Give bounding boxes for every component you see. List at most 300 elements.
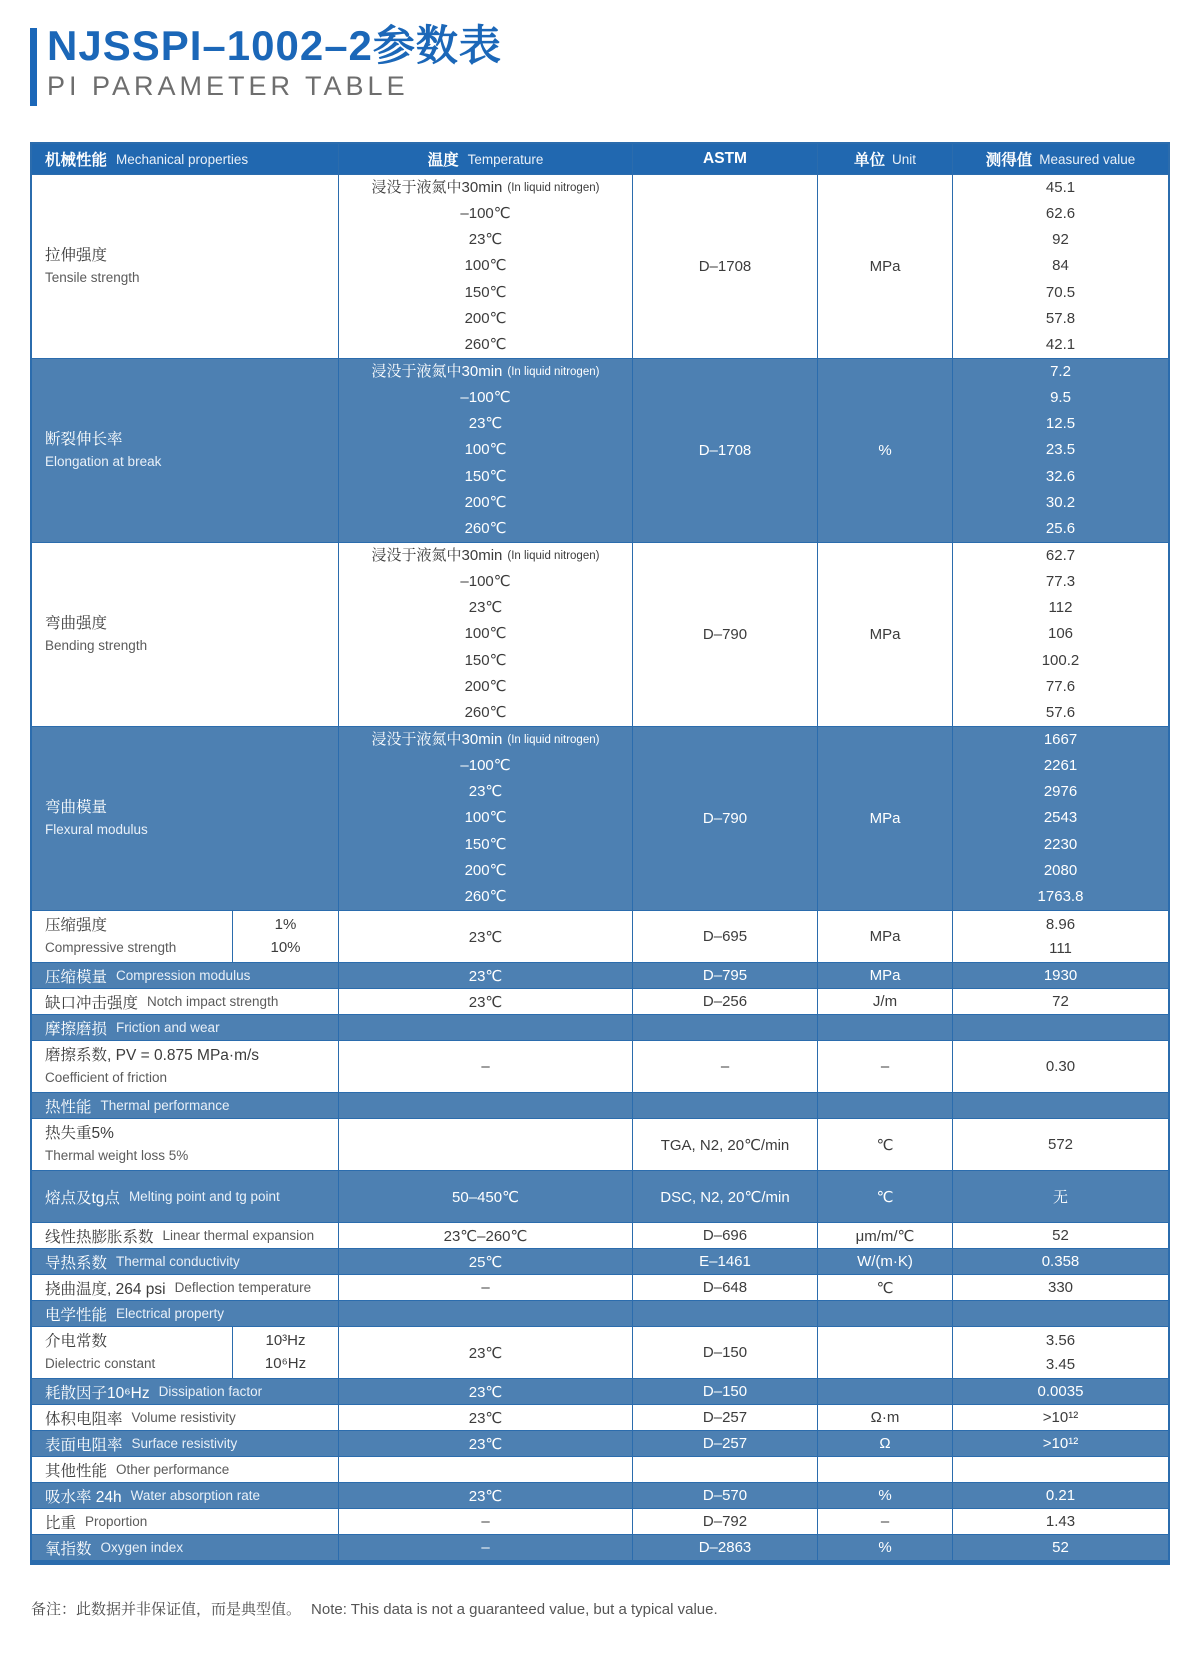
astm-value: D–1708 <box>698 258 752 275</box>
value-line: 77.3 <box>1045 572 1076 590</box>
table-row <box>32 1456 1168 1482</box>
property-label-en: Elongation at break <box>45 453 162 469</box>
temperature-cell <box>338 1327 632 1378</box>
astm-value: D–792 <box>702 1513 748 1530</box>
value-line: 2543 <box>1043 809 1078 827</box>
property-label-zh: 摩擦磨损 <box>45 1020 108 1038</box>
property-label-zh: 挠曲温度, 264 psi <box>45 1280 166 1298</box>
property-label-en: Notch impact strength <box>147 994 279 1009</box>
property-label-zh: 其他性能 <box>45 1462 108 1480</box>
unit-cell <box>817 1041 952 1092</box>
unit-value: % <box>878 1539 892 1556</box>
value-cell <box>952 1379 1168 1404</box>
property-cell <box>32 1301 338 1326</box>
table-row <box>32 1508 1168 1534</box>
temperature-cell <box>338 963 632 988</box>
astm-value: TGA, N2, 20℃/min <box>660 1136 790 1154</box>
property-label-en: Dielectric constant <box>45 1355 156 1371</box>
unit-cell <box>817 1405 952 1430</box>
temperature-cell <box>338 727 632 910</box>
astm-cell <box>632 1301 817 1326</box>
table-row <box>32 1014 1168 1040</box>
temperature-line: 260℃ <box>464 520 507 538</box>
value-line: 92 <box>1052 231 1069 249</box>
temperature-line: 150℃ <box>464 651 507 669</box>
table-row <box>32 174 1168 358</box>
property-cell <box>32 1041 338 1092</box>
value-line: 1667 <box>1043 730 1078 748</box>
temperature-value: 23℃ <box>468 928 503 946</box>
property-subcells <box>232 911 338 962</box>
header-property-en: Mechanical properties <box>116 151 249 167</box>
value-line: 100.2 <box>1041 651 1080 669</box>
property-label-en: Volume resistivity <box>131 1410 236 1425</box>
temperature-line: 260℃ <box>464 704 507 722</box>
value-line: 30.2 <box>1045 493 1076 511</box>
property-label-en: Electrical property <box>116 1306 225 1321</box>
astm-value: D–648 <box>702 1279 748 1296</box>
property-label-zh: 压缩模量 <box>45 968 108 986</box>
table-row <box>32 1274 1168 1300</box>
table-row <box>32 1092 1168 1118</box>
temperature-cell <box>338 1119 632 1170</box>
value-cell <box>952 727 1168 910</box>
value-line: 84 <box>1052 257 1069 275</box>
temperature-value: – <box>481 1058 490 1075</box>
temperature-line: 23℃ <box>468 783 503 801</box>
unit-cell <box>817 963 952 988</box>
temperature-line: 200℃ <box>464 493 507 511</box>
property-cell <box>32 911 338 962</box>
property-cell <box>32 1535 338 1560</box>
temperature-cell <box>338 1275 632 1300</box>
page-title: NJSSPI–1002–2参数表 <box>47 22 502 69</box>
temperature-value: 23℃ <box>468 1344 503 1362</box>
temperature-value: 23℃ <box>468 1487 503 1505</box>
header-property-zh: 机械性能 <box>45 152 108 169</box>
value-cell <box>952 1509 1168 1534</box>
unit-cell <box>817 1301 952 1326</box>
astm-cell <box>632 1535 817 1560</box>
property-label-en: Water absorption rate <box>130 1488 260 1503</box>
temperature-cell <box>338 1093 632 1118</box>
property-cell <box>32 1379 338 1404</box>
temperature-line: –100℃ <box>460 204 511 222</box>
temperature-line: –100℃ <box>460 572 511 590</box>
astm-cell <box>632 1405 817 1430</box>
unit-value: MPa <box>869 810 901 827</box>
unit-cell <box>817 1457 952 1482</box>
table-row <box>32 1170 1168 1222</box>
value-text: 330 <box>1047 1279 1074 1296</box>
value-text: 0.358 <box>1041 1253 1080 1270</box>
property-cell <box>32 1483 338 1508</box>
temperature-line: 100℃ <box>464 257 507 275</box>
property-label-en: Dissipation factor <box>158 1384 263 1399</box>
value-cell <box>952 1431 1168 1456</box>
unit-cell <box>817 1119 952 1170</box>
property-label-zh: 电学性能 <box>45 1306 108 1324</box>
value-line: 25.6 <box>1045 520 1076 538</box>
table-row <box>32 358 1168 542</box>
value-line: 3.56 <box>1045 1331 1076 1349</box>
astm-cell <box>632 175 817 358</box>
astm-value: D–257 <box>702 1409 748 1426</box>
value-text: >10¹² <box>1042 1435 1079 1452</box>
unit-cell <box>817 1093 952 1118</box>
temperature-condition: 浸没于液氮中30min <box>371 178 503 196</box>
astm-value: DSC, N2, 20℃/min <box>660 1188 790 1206</box>
property-label-en: Melting point and tg point <box>128 1189 280 1204</box>
unit-cell <box>817 1249 952 1274</box>
property-label-zh: 线性热膨胀系数 <box>45 1228 154 1246</box>
temperature-condition-note: (In liquid nitrogen) <box>507 549 600 562</box>
table-row <box>32 1248 1168 1274</box>
table-row <box>32 1482 1168 1508</box>
value-text: 52 <box>1052 1539 1069 1556</box>
temperature-cell <box>338 175 632 358</box>
value-line: 112 <box>1048 599 1073 617</box>
property-cell <box>32 1093 338 1118</box>
value-line: 23.5 <box>1045 441 1076 459</box>
unit-value: ℃ <box>876 1188 894 1206</box>
astm-value: D–790 <box>702 810 748 827</box>
sub-condition: 10% <box>270 938 301 956</box>
value-cell <box>952 175 1168 358</box>
page-subtitle: PI PARAMETER TABLE <box>47 71 409 102</box>
unit-cell <box>817 1275 952 1300</box>
temperature-line <box>372 175 600 201</box>
property-label-en: Thermal weight loss 5% <box>45 1147 189 1163</box>
unit-value: Ω <box>879 1435 891 1452</box>
astm-cell <box>632 1457 817 1482</box>
header-temperature-cell <box>338 144 632 174</box>
value-cell <box>952 1171 1168 1222</box>
property-label-en: Tensile strength <box>45 269 140 285</box>
value-cell <box>952 1405 1168 1430</box>
unit-value: – <box>880 1058 890 1075</box>
astm-cell <box>632 989 817 1014</box>
value-cell <box>952 359 1168 542</box>
astm-cell <box>632 1041 817 1092</box>
sub-condition: 10³Hz <box>265 1332 306 1350</box>
temperature-condition: 浸没于液氮中30min <box>371 546 503 564</box>
footnote-zh: 备注：此数据并非保证值，而是典型值。 <box>31 1601 302 1618</box>
value-text: 52 <box>1052 1227 1069 1244</box>
temperature-value: 23℃ <box>468 1435 503 1453</box>
temperature-cell <box>338 1379 632 1404</box>
astm-value: E–1461 <box>699 1253 751 1270</box>
value-text: 0.0035 <box>1037 1383 1084 1400</box>
temperature-value: – <box>481 1279 490 1296</box>
value-line: 2080 <box>1043 861 1078 879</box>
property-label-zh: 断裂伸长率 <box>45 431 123 449</box>
unit-cell <box>817 1223 952 1248</box>
sub-condition: 1% <box>274 916 297 934</box>
astm-value: D–1708 <box>698 442 752 459</box>
value-line: 32.6 <box>1045 467 1076 485</box>
unit-value: W/(m·K) <box>857 1253 913 1270</box>
temperature-condition-note: (In liquid nitrogen) <box>507 733 600 746</box>
temperature-value: – <box>481 1513 490 1530</box>
unit-cell <box>817 911 952 962</box>
table-row <box>32 1118 1168 1170</box>
unit-cell <box>817 1483 952 1508</box>
value-line: 2976 <box>1043 783 1078 801</box>
value-line: 2230 <box>1043 835 1078 853</box>
property-label <box>32 911 232 962</box>
unit-value: – <box>880 1513 890 1530</box>
table-row <box>32 1404 1168 1430</box>
temperature-cell <box>338 1223 632 1248</box>
property-label-en: Compressive strength <box>45 939 177 955</box>
astm-value: D–696 <box>702 1227 748 1244</box>
property-label-zh: 比重 <box>45 1514 77 1532</box>
unit-cell <box>817 1535 952 1560</box>
property-label-en: Oxygen index <box>100 1540 184 1555</box>
value-cell <box>952 1249 1168 1274</box>
property-cell <box>32 1015 338 1040</box>
astm-value: D–790 <box>702 626 748 643</box>
unit-cell <box>817 1015 952 1040</box>
sub-condition: 10⁶Hz <box>264 1354 307 1372</box>
unit-value: MPa <box>869 258 901 275</box>
astm-value: D–570 <box>702 1487 748 1504</box>
table-row <box>32 726 1168 910</box>
temperature-cell <box>338 1041 632 1092</box>
property-label-en: Deflection temperature <box>174 1280 312 1295</box>
property-label-en: Compression modulus <box>116 968 251 983</box>
property-cell <box>32 175 338 358</box>
property-label-en: Linear thermal expansion <box>162 1228 315 1243</box>
temperature-value: 23℃ <box>468 1409 503 1427</box>
temperature-value: – <box>481 1539 490 1556</box>
temperature-condition: 浸没于液氮中30min <box>371 730 503 748</box>
value-line: 62.7 <box>1045 546 1076 564</box>
property-cell <box>32 1171 338 1222</box>
temperature-cell <box>338 1483 632 1508</box>
value-cell <box>952 1119 1168 1170</box>
value-text: 0.30 <box>1045 1058 1076 1075</box>
page-title-block <box>30 22 502 102</box>
property-label-zh: 缺口冲击强度 <box>45 994 139 1012</box>
property-cell <box>32 1327 338 1378</box>
temperature-line: 23℃ <box>468 415 503 433</box>
value-cell <box>952 1535 1168 1560</box>
astm-cell <box>632 1093 817 1118</box>
astm-cell <box>632 1223 817 1248</box>
property-label-zh: 体积电阻率 <box>45 1410 123 1428</box>
temperature-cell <box>338 1457 632 1482</box>
temperature-cell <box>338 1015 632 1040</box>
table-row <box>32 962 1168 988</box>
temperature-value: 23℃ <box>468 967 503 985</box>
temperature-cell <box>338 359 632 542</box>
property-label-zh: 表面电阻率 <box>45 1436 123 1454</box>
value-cell <box>952 1301 1168 1326</box>
astm-value: – <box>720 1058 730 1075</box>
property-label-zh: 导热系数 <box>45 1254 108 1272</box>
property-label-zh: 弯曲模量 <box>45 799 108 817</box>
value-text: 1.43 <box>1045 1513 1076 1530</box>
temperature-value: 23℃–260℃ <box>443 1227 528 1245</box>
header-value-cell <box>952 144 1168 174</box>
header-unit-en: Unit <box>892 151 917 167</box>
temperature-condition-note: (In liquid nitrogen) <box>507 181 600 194</box>
temperature-cell <box>338 911 632 962</box>
property-cell <box>32 1275 338 1300</box>
value-cell <box>952 963 1168 988</box>
property-label-zh: 热性能 <box>45 1098 92 1116</box>
astm-cell <box>632 1431 817 1456</box>
temperature-line: 100℃ <box>464 441 507 459</box>
astm-cell <box>632 1171 817 1222</box>
temperature-value: 50–450℃ <box>452 1188 519 1206</box>
table-row <box>32 1300 1168 1326</box>
value-text: >10¹² <box>1042 1409 1079 1426</box>
table-row <box>32 1222 1168 1248</box>
property-label-zh: 压缩强度 <box>45 917 108 935</box>
header-value-zh: 测得值 <box>985 152 1033 169</box>
temperature-line: 200℃ <box>464 309 507 327</box>
property-label-zh: 熔点及tg点 <box>45 1189 120 1207</box>
table-row <box>32 542 1168 726</box>
header-astm-cell <box>632 144 817 174</box>
value-line: 57.8 <box>1045 309 1076 327</box>
property-cell <box>32 1223 338 1248</box>
temperature-line <box>372 543 600 569</box>
property-cell <box>32 727 338 910</box>
header-astm-label: ASTM <box>703 150 747 167</box>
value-cell <box>952 1457 1168 1482</box>
property-label-en: Proportion <box>85 1514 148 1529</box>
property-label-zh: 弯曲强度 <box>45 615 108 633</box>
value-text: 0.21 <box>1045 1487 1076 1504</box>
unit-value: MPa <box>869 626 901 643</box>
temperature-line: 200℃ <box>464 677 507 695</box>
unit-value: MPa <box>869 967 901 984</box>
astm-cell <box>632 1015 817 1040</box>
unit-value: ℃ <box>876 1136 894 1154</box>
astm-cell <box>632 1327 817 1378</box>
value-line: 7.2 <box>1050 362 1071 380</box>
unit-cell <box>817 359 952 542</box>
unit-cell <box>817 175 952 358</box>
temperature-value: 25℃ <box>468 1253 503 1271</box>
astm-value: D–2863 <box>698 1539 752 1556</box>
astm-cell <box>632 1275 817 1300</box>
unit-value: % <box>878 1487 892 1504</box>
property-label-en: Thermal performance <box>100 1098 230 1113</box>
astm-value: D–150 <box>702 1383 748 1400</box>
value-line: 42.1 <box>1045 336 1076 354</box>
table-row <box>32 1378 1168 1404</box>
unit-value: Ω·m <box>870 1409 900 1426</box>
header-temperature-en: Temperature <box>467 151 544 167</box>
footnote <box>31 1598 718 1619</box>
temperature-cell <box>338 1171 632 1222</box>
value-line: 1763.8 <box>1037 888 1084 906</box>
unit-value: J/m <box>872 993 898 1010</box>
property-cell <box>32 1405 338 1430</box>
astm-value: D–256 <box>702 993 748 1010</box>
temperature-line: 260℃ <box>464 888 507 906</box>
temperature-cell <box>338 1249 632 1274</box>
value-cell <box>952 1275 1168 1300</box>
footnote-en: Note: This data is not a guaranteed value, but a typical value. <box>311 1601 718 1618</box>
table-row <box>32 1326 1168 1378</box>
value-line: 3.45 <box>1045 1355 1076 1373</box>
property-cell <box>32 989 338 1014</box>
astm-cell <box>632 727 817 910</box>
value-line: 111 <box>1049 939 1072 957</box>
header-property-cell <box>32 144 338 174</box>
header-unit-cell <box>817 144 952 174</box>
value-line: 8.96 <box>1045 915 1076 933</box>
temperature-condition-note: (In liquid nitrogen) <box>507 365 600 378</box>
value-text: 1930 <box>1043 967 1078 984</box>
value-cell <box>952 1093 1168 1118</box>
value-cell <box>952 1015 1168 1040</box>
table-row <box>32 910 1168 962</box>
unit-cell <box>817 727 952 910</box>
astm-cell <box>632 1379 817 1404</box>
value-cell <box>952 1327 1168 1378</box>
table-row <box>32 1534 1168 1560</box>
temperature-line <box>372 359 600 385</box>
property-cell <box>32 359 338 542</box>
value-text: 572 <box>1047 1136 1074 1153</box>
property-label-zh: 拉伸强度 <box>45 247 108 265</box>
value-line: 45.1 <box>1045 178 1076 196</box>
astm-cell <box>632 1249 817 1274</box>
unit-cell <box>817 1327 952 1378</box>
temperature-line: 23℃ <box>468 231 503 249</box>
temperature-line: 150℃ <box>464 283 507 301</box>
astm-cell <box>632 1509 817 1534</box>
astm-value: D–257 <box>702 1435 748 1452</box>
astm-cell <box>632 963 817 988</box>
value-line: 2261 <box>1043 756 1078 774</box>
property-label-en: Thermal conductivity <box>116 1254 240 1269</box>
temperature-cell <box>338 1405 632 1430</box>
temperature-line: 260℃ <box>464 336 507 354</box>
unit-cell <box>817 1431 952 1456</box>
property-cell <box>32 1457 338 1482</box>
unit-cell <box>817 989 952 1014</box>
property-cell <box>32 1249 338 1274</box>
value-line: 9.5 <box>1050 388 1071 406</box>
unit-cell <box>817 1379 952 1404</box>
astm-cell <box>632 359 817 542</box>
table-row <box>32 1040 1168 1092</box>
astm-cell <box>632 1483 817 1508</box>
unit-value: μm/m/℃ <box>855 1227 915 1245</box>
table-header-row <box>32 144 1168 174</box>
value-line: 12.5 <box>1045 415 1076 433</box>
property-label-zh: 介电常数 <box>45 1333 108 1351</box>
property-label-zh: 吸水率 24h <box>45 1488 122 1506</box>
property-label-en: Coefficient of friction <box>45 1069 168 1085</box>
temperature-line: 100℃ <box>464 809 507 827</box>
temperature-value: 23℃ <box>468 1383 503 1401</box>
unit-value: ℃ <box>876 1279 894 1297</box>
property-label-en: Flexural modulus <box>45 821 148 837</box>
value-line: 57.6 <box>1045 704 1076 722</box>
parameter-table <box>30 142 1170 1565</box>
temperature-line: 23℃ <box>468 599 503 617</box>
header-unit-zh: 单位 <box>853 152 885 169</box>
